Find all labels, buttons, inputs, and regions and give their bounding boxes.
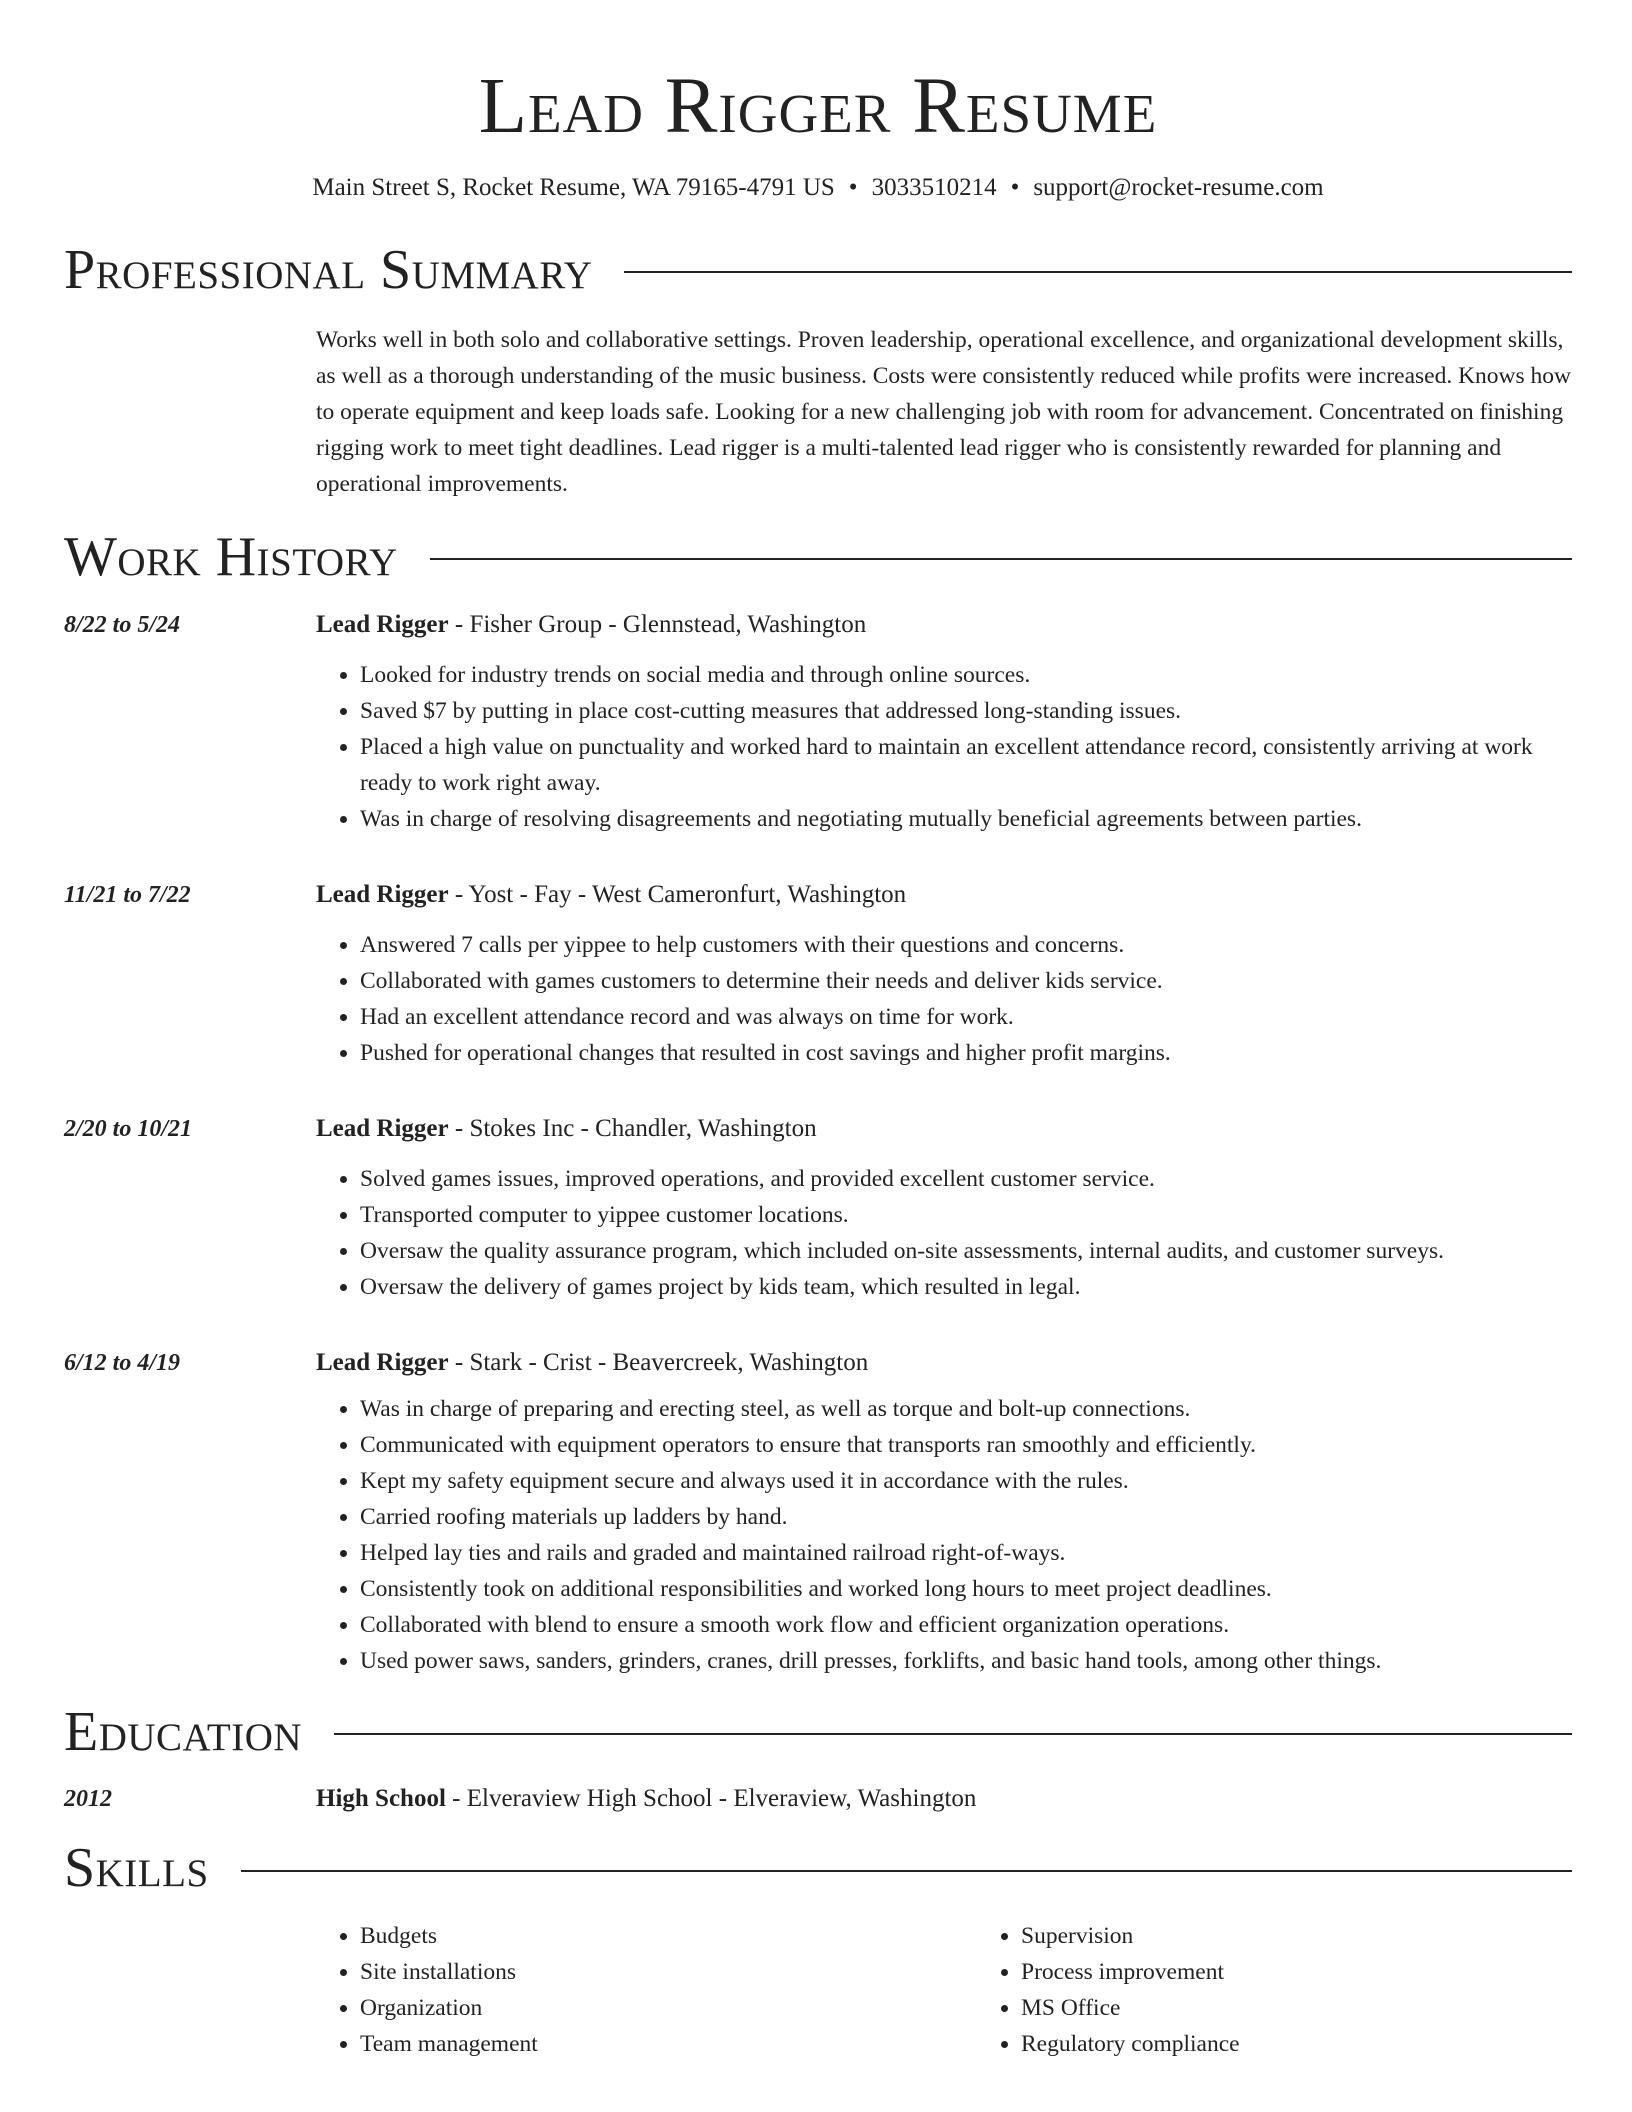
- job-entry: [64, 877, 1572, 1071]
- job-bullet: • Was in charge of resolving disagreements and negotiating mutually beneficial agreements between parties.: [360, 801, 1572, 837]
- contact-email: support@rocket-resume.com: [1033, 173, 1324, 201]
- contact-phone: 3033510214: [871, 173, 997, 201]
- work-section-header: [64, 525, 1572, 588]
- skill-item: • Process improvement: [1021, 1954, 1632, 1990]
- education-degree: High School: [316, 1785, 446, 1813]
- job-bullet: • Placed a high value on punctuality and worked hard to maintain an excellent attendance record, consistently arriving at work ready to work right away.: [360, 729, 1572, 801]
- skill-item: • Site installations: [360, 1954, 977, 1990]
- skill-item: • MS Office: [1021, 1990, 1632, 2026]
- job-bullet: • Transported computer to yippee customer locations.: [360, 1197, 1572, 1233]
- skills-heading: Skills: [64, 1837, 209, 1900]
- job-entry: [64, 1345, 1572, 1679]
- section-divider: [624, 271, 1572, 273]
- skills-section-header: [64, 1839, 1572, 1898]
- job-bullet: • Communicated with equipment operators to ensure that transports ran smoothly and efficiently.: [360, 1427, 1572, 1463]
- summary-text: Works well in both solo and collaborative settings. Proven leadership, operational excellence, and organizational development skills, as well as a thorough understanding of the music business. Costs were consistently reduced while profits were increased. Knows how to operate equipment and keep loads safe. Looking for a new challenging job with room for advancement. Concentrated on finishing rigging work to meet tight deadlines. Lead rigger is a multi-talented lead rigger who is consistently rewarded for planning and operational improvements.: [316, 326, 1572, 497]
- job-entry: [64, 1111, 1572, 1305]
- job-header: [316, 607, 1572, 643]
- skill-item: • Regulatory compliance: [1021, 2026, 1632, 2062]
- job-bullet: • Collaborated with blend to ensure a smooth work flow and efficient organization operations.: [360, 1607, 1572, 1643]
- contact-separator: •: [848, 173, 858, 201]
- job-bullet: • Was in charge of preparing and erecting steel, as well as torque and bolt-up connections.: [360, 1391, 1572, 1427]
- job-bullet: • Oversaw the delivery of games project by kids team, which resulted in legal.: [360, 1269, 1572, 1305]
- job-bullet: • Saved $7 by putting in place cost-cutting measures that addressed long-standing issues.: [360, 693, 1572, 729]
- job-bullet: • Carried roofing materials up ladders by hand.: [360, 1499, 1572, 1535]
- job-bullet: • Used power saws, sanders, grinders, cranes, drill presses, forklifts, and basic hand tools, among other things.: [360, 1643, 1572, 1679]
- contact-address: Main Street S, Rocket Resume, WA 79165-4791 US: [312, 173, 835, 201]
- education-entry: [64, 1781, 1572, 1817]
- skills-column-left: [316, 1918, 977, 2062]
- resume-page: [64, 0, 1572, 2062]
- job-bullet: • Answered 7 calls per yippee to help customers with their questions and concerns.: [360, 927, 1572, 963]
- job-details: - Yost - Fay - West Cameronfurt, Washington: [448, 880, 907, 908]
- job-bullets: [316, 1161, 1572, 1305]
- job-bullet: • Oversaw the quality assurance program, which included on-site assessments, internal audits, and customer surveys.: [360, 1233, 1572, 1269]
- job-header: [316, 1111, 1572, 1147]
- job-details: - Stark - Crist - Beavercreek, Washington: [448, 1348, 869, 1376]
- skills-column-right: [977, 1918, 1632, 2062]
- job-bullet: • Looked for industry trends on social media and through online sources.: [360, 657, 1572, 693]
- job-bullet: • Pushed for operational changes that resulted in cost savings and higher profit margins.: [360, 1035, 1572, 1071]
- work-heading: Work History: [64, 525, 398, 588]
- job-dates: 6/12 to 4/19: [64, 1349, 181, 1376]
- job-bullet: • Kept my safety equipment secure and always used it in accordance with the rules.: [360, 1463, 1572, 1499]
- job-bullet: • Consistently took on additional responsibilities and worked long hours to meet project deadlines.: [360, 1571, 1572, 1607]
- education-section-header: [64, 1700, 1572, 1763]
- section-divider: [430, 558, 1572, 560]
- education-year: 2012: [64, 1786, 112, 1813]
- job-dates: 11/21 to 7/22: [64, 881, 191, 908]
- section-divider: [334, 1733, 1572, 1735]
- resume-title: Lead Rigger Resume: [478, 63, 1158, 150]
- section-divider: [241, 1870, 1572, 1872]
- contact-line: [64, 173, 1572, 203]
- job-header: [316, 1345, 1572, 1381]
- job-bullets: [316, 657, 1572, 837]
- education-heading: Education: [64, 1700, 303, 1763]
- job-bullets: [316, 927, 1572, 1071]
- job-bullet: • Solved games issues, improved operations, and provided excellent customer service.: [360, 1161, 1572, 1197]
- skill-item: • Supervision: [1021, 1918, 1632, 1954]
- job-entry: [64, 607, 1572, 837]
- job-details: - Fisher Group - Glennstead, Washington: [448, 610, 867, 638]
- job-dates: 8/22 to 5/24: [64, 611, 181, 638]
- summary-heading: Professional Summary: [64, 238, 593, 301]
- skills-list: [316, 1918, 1572, 2062]
- job-header: [316, 877, 1572, 913]
- job-title: Lead Rigger: [316, 610, 449, 638]
- job-details: - Stokes Inc - Chandler, Washington: [448, 1114, 817, 1142]
- job-title: Lead Rigger: [316, 1114, 449, 1142]
- summary-section-header: [64, 238, 1572, 301]
- job-title: Lead Rigger: [316, 880, 449, 908]
- job-title: Lead Rigger: [316, 1348, 449, 1376]
- education-header: [316, 1781, 976, 1817]
- skill-item: • Budgets: [360, 1918, 977, 1954]
- job-bullets: [316, 1391, 1572, 1679]
- job-bullet: • Collaborated with games customers to determine their needs and deliver kids service.: [360, 963, 1572, 999]
- job-dates: 2/20 to 10/21: [64, 1115, 193, 1142]
- job-bullet: • Helped lay ties and rails and graded and maintained railroad right-of-ways.: [360, 1535, 1572, 1571]
- skill-item: • Team management: [360, 2026, 977, 2062]
- contact-separator: •: [1010, 173, 1020, 201]
- job-bullet: • Had an excellent attendance record and was always on time for work.: [360, 999, 1572, 1035]
- education-details: - Elveraview High School - Elveraview, Washington: [445, 1785, 977, 1813]
- skill-item: • Organization: [360, 1990, 977, 2026]
